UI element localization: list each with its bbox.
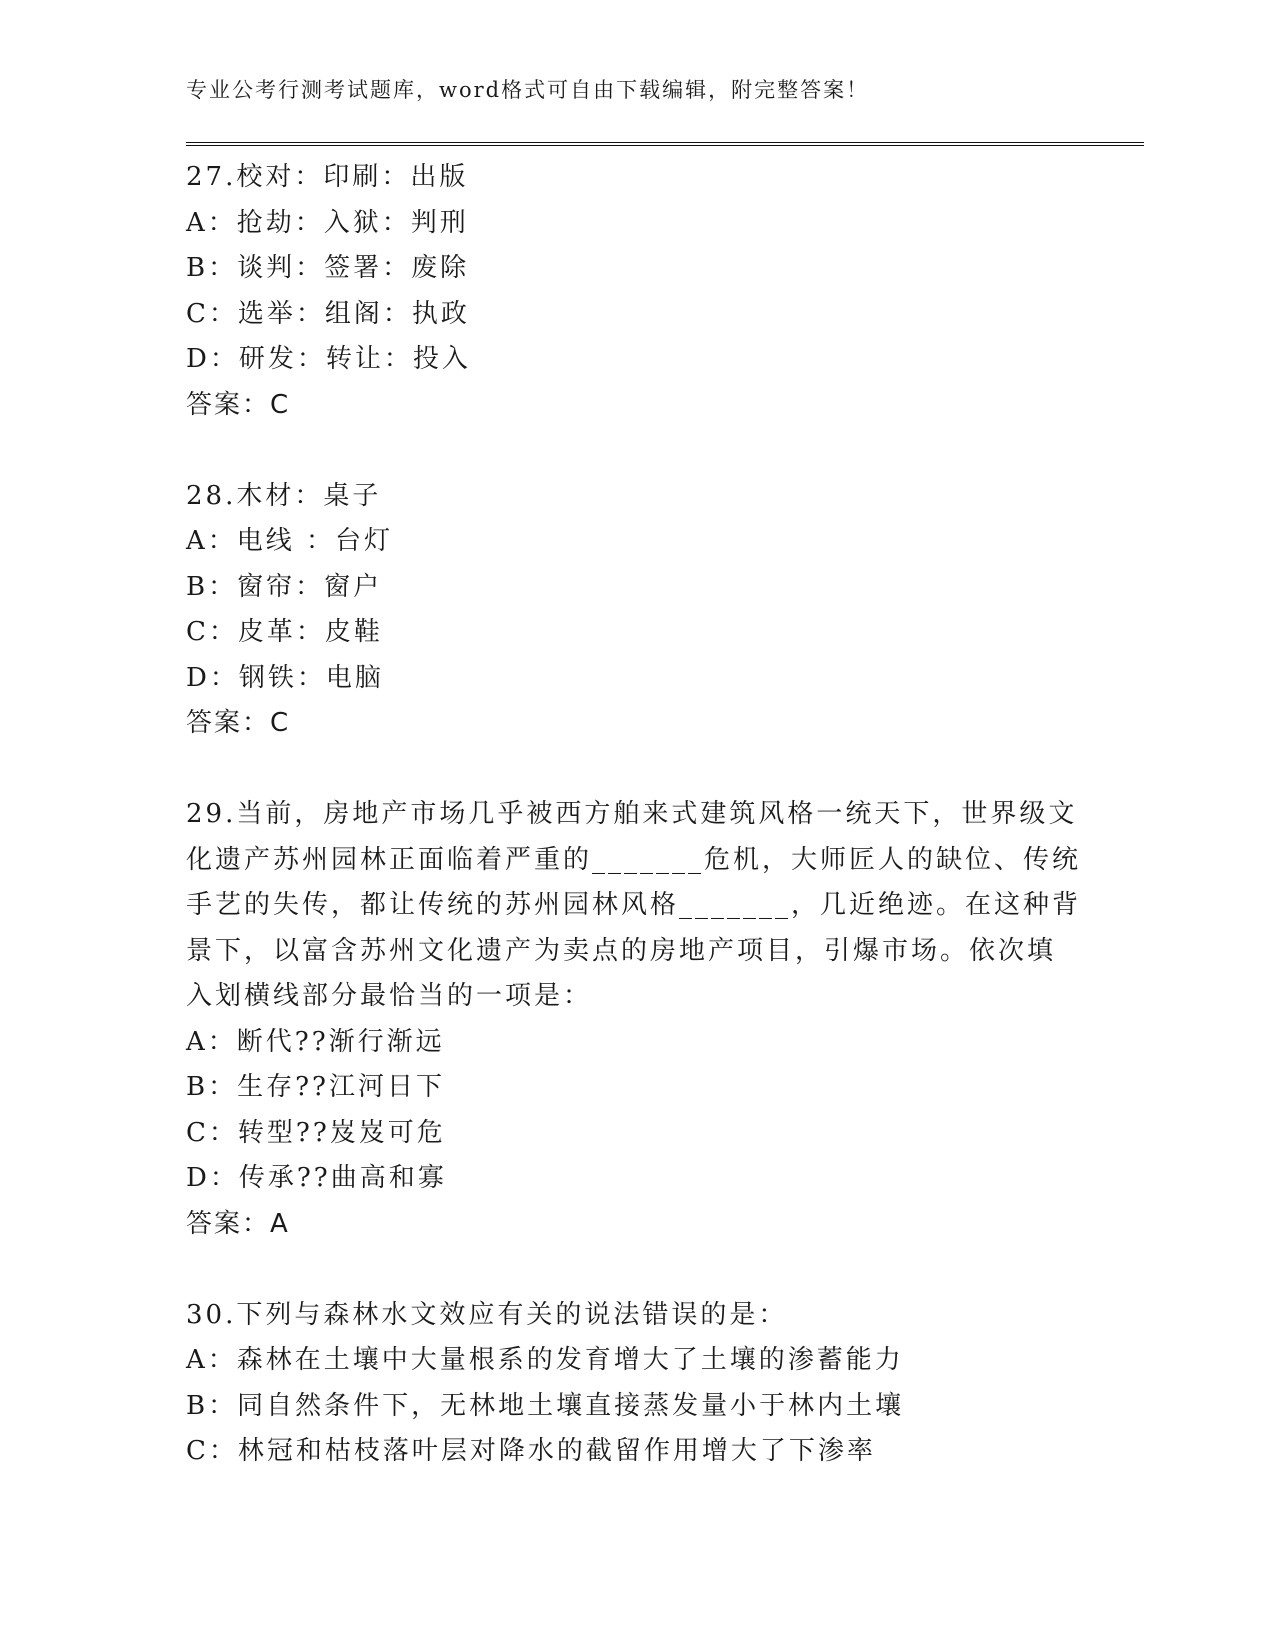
question-29 [186,792,1082,1247]
option-c: C：皮革：皮鞋 [186,617,383,647]
option-c: C：林冠和枯枝落叶层对降水的截留作用增大了下渗率 [186,1436,876,1466]
option-c: C：选举：组阁：执政 [186,298,470,329]
option-a: A：抢劫：入狱：判刑 [186,207,469,238]
question-stem-line: 化遗产苏州园林正面临着严重的_______危机，大师匠人的缺位、传统 [186,844,1082,875]
question-28 [186,474,1066,747]
spacer [186,1247,1066,1293]
question-list [186,155,1082,1475]
option-c: C：转型??岌岌可危 [186,1117,446,1148]
question-stem-line: 景下，以富含苏州文化遗产为卖点的房地产项目，引爆市场。依次填 [186,935,1057,966]
question-stem-line: 入划横线部分最恰当的一项是： [186,981,593,1011]
option-a: A：电线 ：台灯 [186,526,394,556]
option-d: D：研发：转让：投入 [186,344,471,374]
answer: 答案：A [186,1208,290,1239]
header-divider [186,142,1144,146]
option-d: D：钢铁：电脑 [186,662,384,693]
option-b: B：同自然条件下，无林地土壤直接蒸发量小于林内土壤 [186,1390,905,1421]
question-30 [186,1293,1066,1475]
option-b: B：生存??江河日下 [186,1072,445,1102]
spacer [186,428,1066,474]
question-stem: 30.下列与森林水文效应有关的说法错误的是： [186,1299,788,1330]
answer: 答案：C [186,389,291,420]
option-b: B：窗帘：窗户 [186,571,383,602]
option-a: A：森林在土壤中大量根系的发育增大了土壤的渗蓄能力 [186,1345,904,1375]
question-stem-line: 29.当前，房地产市场几乎被西方舶来式建筑风格一统天下，世界级文 [186,799,1078,829]
page-header: 专业公考行测考试题库，word格式可自由下载编辑，附完整答案！ [186,78,870,102]
spacer [186,747,1066,793]
option-b: B：谈判：签署：废除 [186,253,470,283]
question-stem: 27.校对：印刷：出版 [186,162,469,192]
option-a: A：断代??渐行渐远 [186,1026,445,1057]
option-d: D：传承??曲高和寡 [186,1163,447,1193]
question-stem-line: 手艺的失传，都让传统的苏州园林风格_______，几近绝迹。在这种背 [186,890,1082,920]
question-stem: 28.木材：桌子 [186,480,382,511]
question-27 [186,155,1066,428]
answer: 答案：C [186,708,291,738]
